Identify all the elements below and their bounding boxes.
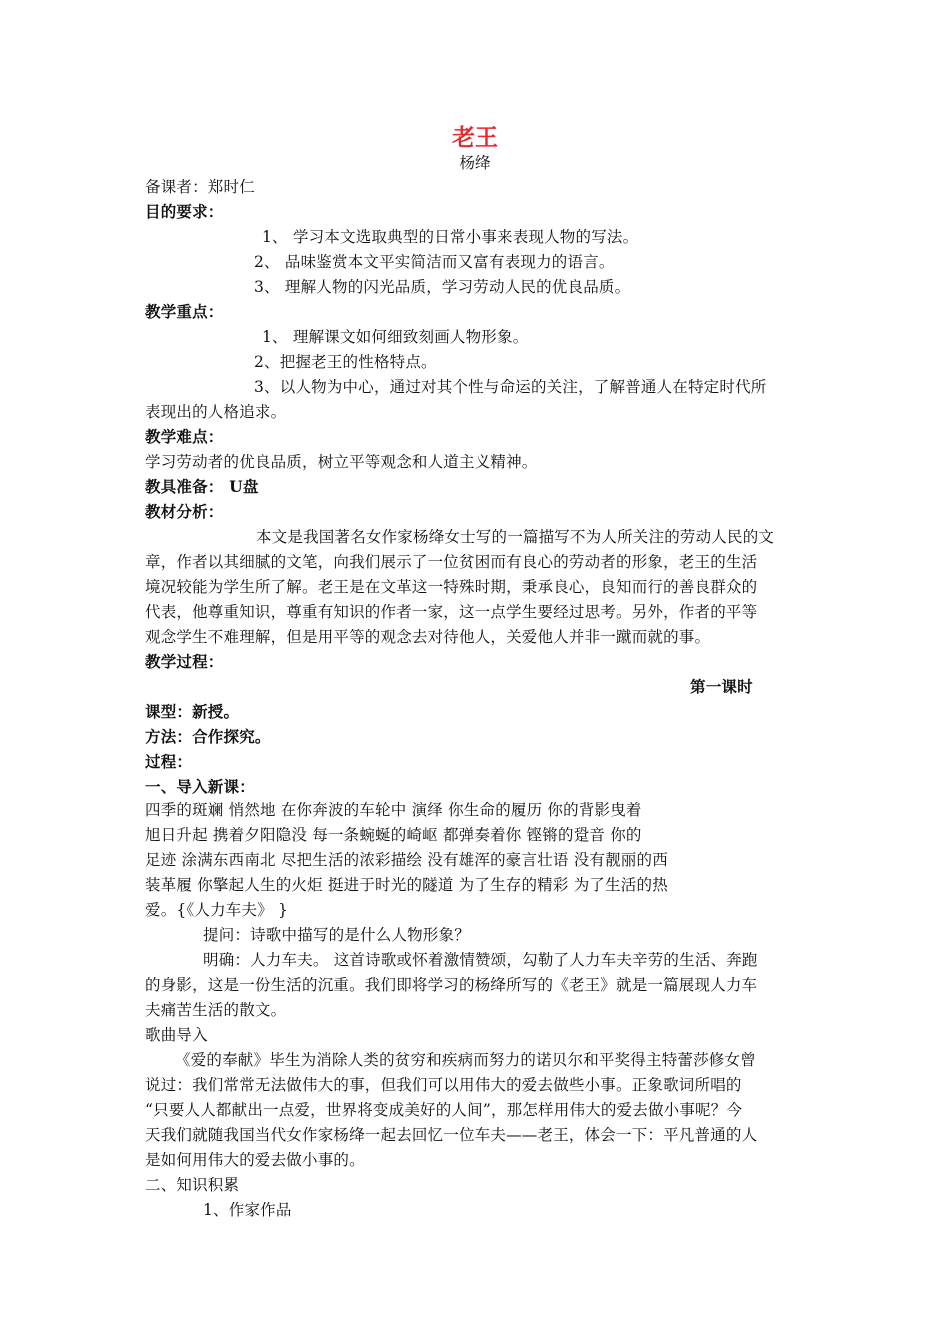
song-text-line: 天我们就随我国当代女作家杨绛一起去回忆一位车夫——老王，体会一下：平凡普通的人 bbox=[145, 1126, 758, 1144]
analysis-line: 观念学生不难理解，但是用平等的观念去对待他人，关爱他人并非一蹴而就的事。 bbox=[145, 628, 711, 646]
analysis-line: 本文是我国著名女作家杨绛女士写的一篇描写不为人所关注的劳动人民的文 bbox=[256, 528, 775, 546]
poem-line: 足迹 涂满东西南北 尽把生活的浓彩描绘 没有雄浑的豪言壮语 没有靓丽的西 bbox=[145, 851, 668, 869]
process-heading: 教学过程： bbox=[145, 652, 224, 671]
answer-line: 的身影，这是一份生活的沉重。我们即将学习的杨绛所写的《老王》就是一篇展现人力车 bbox=[145, 976, 758, 994]
difficulty-text: 学习劳动者的优良品质，树立平等观念和人道主义精神。 bbox=[145, 453, 538, 471]
lesson-type: 课型：新授。 bbox=[145, 702, 240, 721]
poem-line: 爱。{《人力车夫》 } bbox=[145, 901, 289, 919]
key-point-item: 表现出的人格追求。 bbox=[145, 403, 287, 421]
objective-item: 2、 品味鉴赏本文平实简洁而又富有表现力的语言。 bbox=[254, 253, 615, 271]
key-point-item: 1、 理解课文如何细致刻画人物形象。 bbox=[262, 328, 529, 346]
objectives-heading: 目的要求： bbox=[145, 202, 224, 221]
analysis-heading: 教材分析： bbox=[145, 502, 224, 521]
section-heading: 二、知识积累 bbox=[145, 1176, 240, 1194]
poem-line: 装革履 你擎起人生的火炬 挺进于时光的隧道 为了生存的精彩 为了生活的热 bbox=[145, 876, 668, 894]
poem-line: 四季的斑斓 悄然地 在你奔波的车轮中 演绎 你生命的履历 你的背影曳着 bbox=[145, 801, 642, 819]
poem-line: 旭日升起 携着夕阳隐没 每一条蜿蜒的崎岖 都弹奏着你 铿锵的跫音 你的 bbox=[145, 826, 642, 844]
tools-line: 教具准备： U盘 bbox=[145, 477, 259, 496]
question-line: 提问：诗歌中描写的是什么人物形象？ bbox=[203, 926, 470, 944]
preparer-line: 备课者：郑时仁 bbox=[145, 178, 255, 196]
song-intro-heading: 歌曲导入 bbox=[145, 1026, 208, 1044]
procedure-heading: 过程： bbox=[145, 752, 193, 771]
method-line: 方法：合作探究。 bbox=[145, 727, 271, 746]
lesson-label: 第一课时 bbox=[690, 677, 753, 696]
difficulty-heading: 教学难点： bbox=[145, 427, 224, 446]
section-heading: 一、导入新课： bbox=[145, 777, 255, 796]
author-name: 杨绛 bbox=[459, 154, 491, 172]
answer-line: 夫痛苦生活的散文。 bbox=[145, 1001, 287, 1019]
song-text-line: 《爱的奉献》毕生为消除人类的贫穷和疾病而努力的诺贝尔和平奖得主特蕾莎修女曾 bbox=[175, 1051, 756, 1069]
analysis-line: 代表，他尊重知识，尊重有知识的作者一家，这一点学生要经过思考。另外，作者的平等 bbox=[145, 603, 758, 621]
key-point-item: 3、以人物为中心，通过对其个性与命运的关注，了解普通人在特定时代所 bbox=[254, 378, 767, 396]
analysis-line: 章，作者以其细腻的文笔，向我们展示了一位贫困而有良心的劳动者的形象，老王的生活 bbox=[145, 553, 758, 571]
song-text-line: 是如何用伟大的爱去做小事的。 bbox=[145, 1151, 365, 1169]
key-point-item: 2、把握老王的性格特点。 bbox=[254, 353, 437, 371]
analysis-line: 境况较能为学生所了解。老王是在文革这一特殊时期，秉承良心，良知而行的善良群众的 bbox=[145, 578, 758, 596]
song-text-line: 说过：我们常常无法做伟大的事，但我们可以用伟大的爱去做些小事。正象歌词所唱的 bbox=[145, 1076, 742, 1094]
answer-line: 明确：人力车夫。 这首诗歌或怀着激情赞颂，勾勒了人力车夫辛劳的生活、奔跑 bbox=[203, 951, 758, 969]
subsection-heading: 1、作家作品 bbox=[203, 1201, 292, 1219]
objective-item: 3、 理解人物的闪光品质，学习劳动人民的优良品质。 bbox=[254, 278, 631, 296]
objective-item: 1、 学习本文选取典型的日常小事来表现人物的写法。 bbox=[262, 228, 639, 246]
song-text-line: “只要人人都献出一点爱，世界将变成美好的人间”，那怎样用伟大的爱去做小事呢？今 bbox=[145, 1101, 743, 1119]
key-points-heading: 教学重点： bbox=[145, 302, 224, 321]
document-title: 老王 bbox=[452, 125, 498, 151]
